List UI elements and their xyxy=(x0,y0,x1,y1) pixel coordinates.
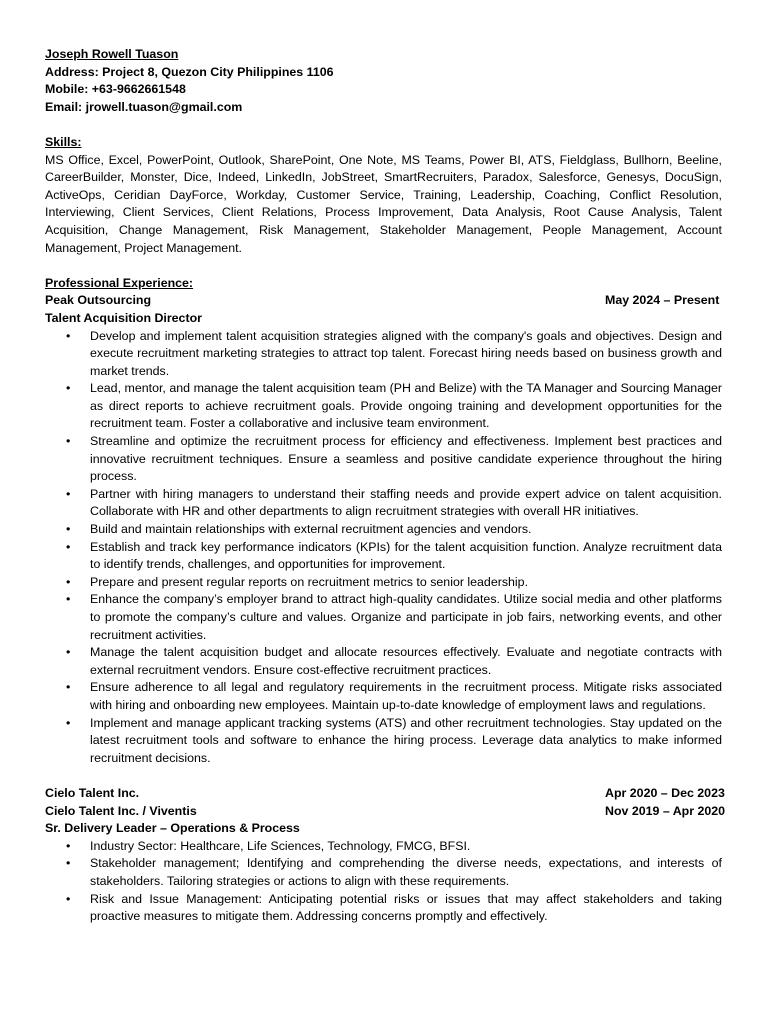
list-item: • Stakeholder management; Identifying and comprehending the diverse needs, expectations, and interests of stakeholders. Tailoring strategies or actions to align with these requirements. xyxy=(90,855,722,890)
company-name: Peak Outsourcing xyxy=(45,293,152,308)
list-item: • Build and maintain relationships with external recruitment agencies and vendors. xyxy=(90,521,722,539)
responsibility-list xyxy=(45,328,722,768)
list-item: • Enhance the company’s employer brand to attract high-quality candidates. Utilize social media and other platforms to promote the company’s culture and values. Organize and participate in job fairs, networking events, and other recruitment activities. xyxy=(90,591,722,644)
list-item: • Ensure adherence to all legal and regulatory requirements in the recruitment process. Mitigate risks associated with hiring and onboarding new employees. Maintain up-to-date knowledge of employment laws and regulations. xyxy=(90,679,722,714)
resume-page xyxy=(45,46,726,926)
job-title: Talent Acquisition Director xyxy=(45,310,202,325)
company-name-secondary: Cielo Talent Inc. / Viventis xyxy=(45,803,197,818)
job-title: Sr. Delivery Leader – Operations & Process xyxy=(45,821,300,836)
job-dates: Apr 2020 – Dec 2023 xyxy=(605,785,725,800)
list-item: • Implement and manage applicant tracking systems (ATS) and other recruitment technologies. Stay updated on the latest recruitment tools and software to enhance the hiring process. Leverage data analytics to make informed recruitment decisions. xyxy=(90,715,722,768)
list-item: • Establish and track key performance indicators (KPIs) for the talent acquisition function. Analyze recruitment data to identify trends, challenges, and opportunities for improvement. xyxy=(90,539,722,574)
list-item: • Develop and implement talent acquisition strategies aligned with the company's goals and objectives. Design and execute recruitment marketing strategies to attract top talent. Forecast hiring needs based on business growth and market trends. xyxy=(90,328,722,381)
skills-section xyxy=(45,134,722,257)
candidate-name: Joseph Rowell Tuason xyxy=(45,47,179,61)
job-cielo-talent xyxy=(45,785,726,926)
experience-section xyxy=(45,275,726,926)
skills-heading: Skills: xyxy=(45,134,82,149)
job-dates-secondary: Nov 2019 – Apr 2020 xyxy=(605,803,726,818)
list-item: • Prepare and present regular reports on recruitment metrics to senior leadership. xyxy=(90,574,722,592)
job-peak-outsourcing xyxy=(45,292,722,767)
contact-block xyxy=(45,46,722,116)
responsibility-list xyxy=(45,838,722,926)
list-item: • Partner with hiring managers to understand their staffing needs and provide expert advice on talent acquisition. Collaborate with HR and other departments to align recruitment strategies with overall HR initiatives. xyxy=(90,486,722,521)
skills-text: MS Office, Excel, PowerPoint, Outlook, SharePoint, One Note, MS Teams, Power BI, ATS, Fieldglass, Bullhorn, Beeline, CareerBuilder, Monster, Dice, Indeed, LinkedIn, JobStreet, SmartRecruiters, Paradox, Salesforce, Genesys, DocuSign, ActiveOps, Ceridian DayForce, Workday, Customer Service, Training, Leadership, Coaching, Conflict Resolution, Interviewing, Client Services, Client Relations, Process Improvement, Data Analysis, Root Cause Analysis, Talent Acquisition, Change Management, Risk Management, Stakeholder Management, People Management, Account Management, Project Management. xyxy=(45,152,722,255)
job-dates: May 2024 – Present xyxy=(605,293,720,308)
experience-heading: Professional Experience: xyxy=(45,275,194,290)
list-item: • Streamline and optimize the recruitment process for efficiency and effectiveness. Implement best practices and innovative recruitment techniques. Ensure a seamless and positive candidate experience throughout the hiring process. xyxy=(90,433,722,486)
email: Email: jrowell.tuason@gmail.com xyxy=(45,99,243,114)
mobile: Mobile: +63-9662661548 xyxy=(45,82,186,97)
company-name: Cielo Talent Inc. xyxy=(45,785,140,800)
list-item: • Industry Sector: Healthcare, Life Sciences, Technology, FMCG, BFSI. xyxy=(90,838,722,856)
list-item: • Manage the talent acquisition budget and allocate resources effectively. Evaluate and negotiate contracts with external recruitment vendors. Ensure cost-effective recruitment practices. xyxy=(90,644,722,679)
list-item: • Risk and Issue Management: Anticipating potential risks or issues that may affect stakeholders and taking proactive measures to mitigate them. Addressing concerns promptly and effectively. xyxy=(90,891,722,926)
address: Address: Project 8, Quezon City Philippines 1106 xyxy=(45,64,334,79)
list-item: • Lead, mentor, and manage the talent acquisition team (PH and Belize) with the TA Manager and Sourcing Manager as direct reports to achieve recruitment goals. Provide ongoing training and development opportunities for the recruitment team. Foster a collaborative and inclusive team environment. xyxy=(90,380,722,433)
